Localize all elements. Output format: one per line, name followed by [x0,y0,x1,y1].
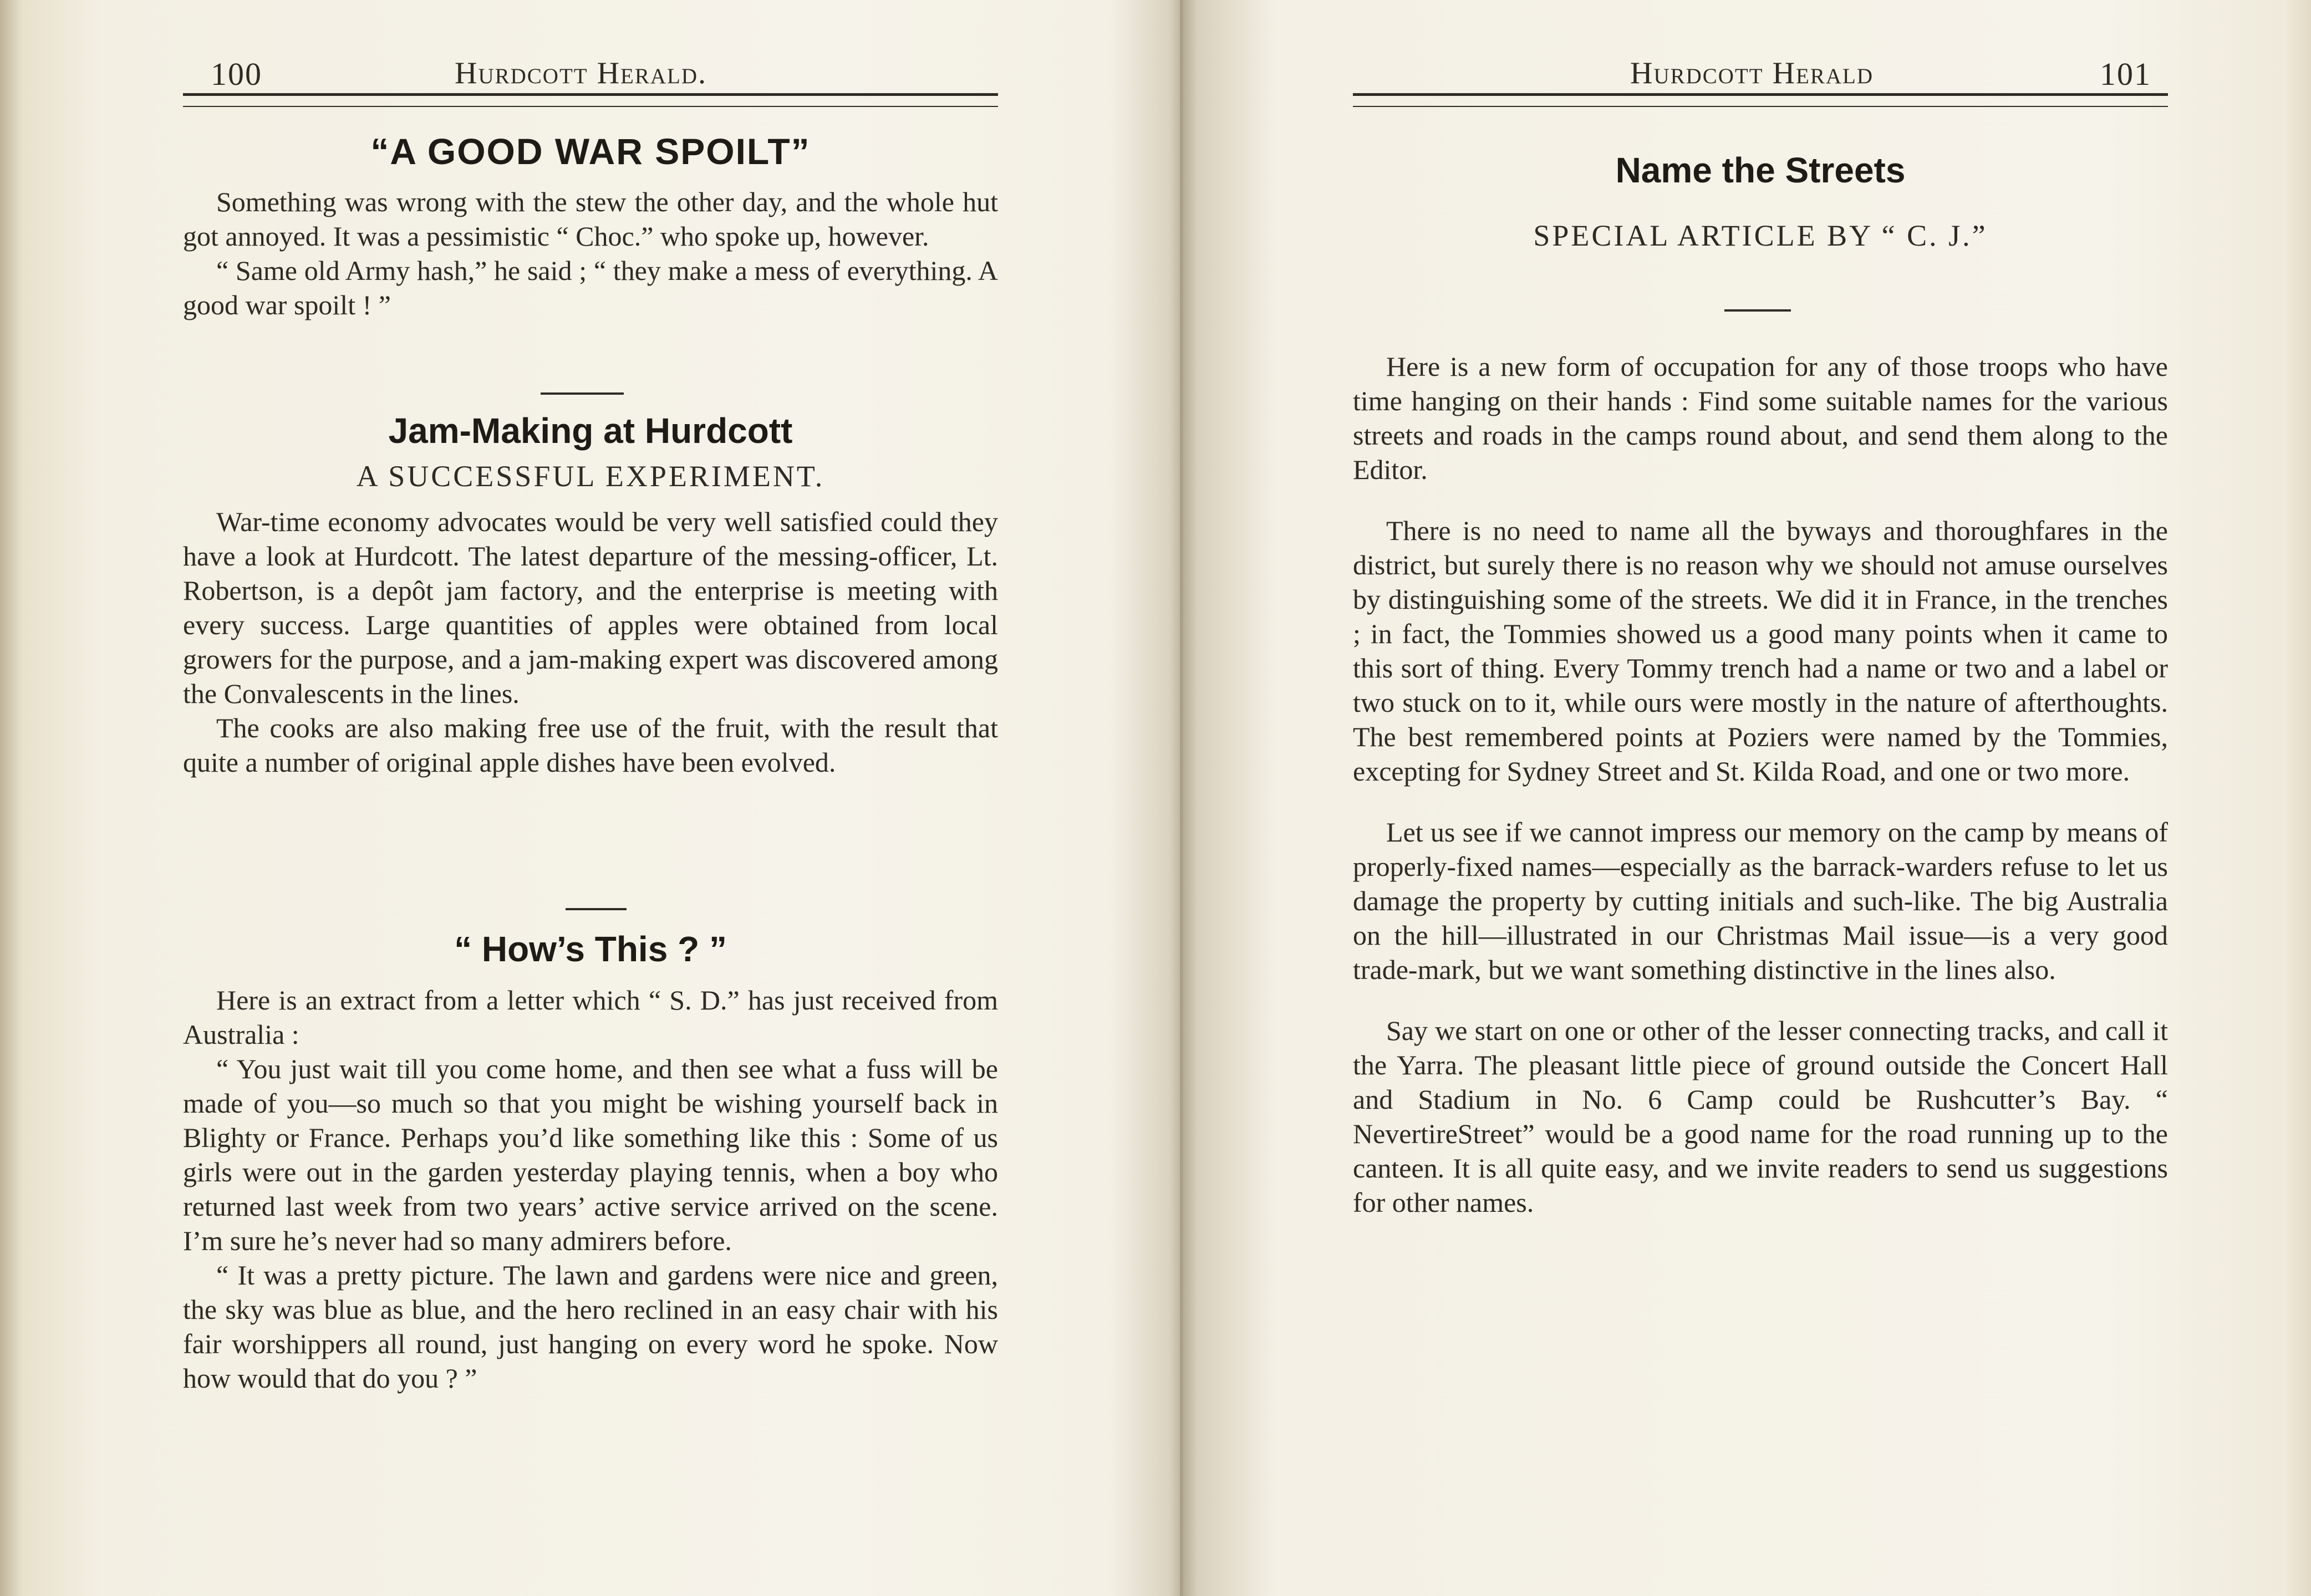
running-title: Hurdcott Herald [1630,56,1874,90]
article-good-war-spoilt [183,130,998,322]
section-divider [541,392,624,395]
article-paragraph: There is no need to name all the byways and thoroughfares in the district, but surely there is no reason why we should not amuse ourselves by distinguishing some of the streets. We did it in France, in the trenches ; in fact, the Tommies showed us a good many points when it came to this sort of thing. Every Tommy trench had a name or two and a label or two stuck on to it, while ours were mostly in the nature of afterthoughts. The best remembered points at Poziers were named by the Tommies, excepting for Sydney Street and St. Kilda Road, and one or two more. [1353,515,2168,787]
article-name-the-streets [1353,150,2168,253]
article-heading: Name the Streets [1615,150,1906,190]
article-heading: “ How’s This ? ” [454,929,727,969]
article-paragraph: Something was wrong with the stew the other day, and the whole hut got annoyed. It was a pessimistic “ Choc.” who spoke up, however. [183,186,998,252]
running-head [183,33,998,92]
book-spine [1180,0,1183,1596]
article-paragraph: “ Same old Army hash,” he said ; “ they make a mess of everything. A good war spoilt ! ” [183,255,998,320]
section-divider [566,908,627,910]
article-paragraph: Say we start on one or other of the lesser connecting tracks, and call it the Yarra. The pleasant little piece of ground outside the Concert Hall and Stadium in No. 6 Camp could be Rushcutter’s Bay. “ NevertireStreet” would be a good name for the road running up to the canteen. It is all quite easy, and we invite readers to send us suggestions for other names. [1353,1015,2168,1218]
running-head [1353,33,2168,92]
page-number: 101 [2100,56,2151,92]
running-title: Hurdcott Herald. [455,56,707,90]
header-double-rule [183,93,998,107]
right-page [1353,0,2168,1596]
article-paragraph: Here is an extract from a letter which “ S. D.” has just received from Australia : [183,985,998,1050]
byline-divider [1724,309,1791,312]
article-paragraph: “ You just wait till you come home, and then see what a fuss will be made of you—so much so that you might be wishing yourself back in Blighty or France. Perhaps you’d like something like this : Some of us girls were out in the garden yesterday playing tennis, when a boy who returned last week from two years’ active service arrived on the scene. I’m sure he’s never had so many admirers before. [183,1053,998,1256]
article-paragraph: “ It was a pretty picture. The lawn and gardens were nice and green, the sky was blue as blue, and the hero reclined in an easy chair with his fair worshippers all round, just hanging on every word he spoke. Now how would that do you ? ” [183,1260,998,1394]
article-body [1353,349,2168,1220]
article-paragraph: The cooks are also making free use of the fruit, with the result that quite a number of original apple dishes have been evolved. [183,712,998,778]
left-page [183,0,998,1596]
article-byline: SPECIAL ARTICLE BY “ C. J.” [1533,219,1988,252]
page-number: 100 [211,56,262,92]
article-paragraph: Here is a new form of occupation for any of those troops who have time hanging on their hands : Find some suitable names for the various streets and roads in the camps round about, and send them along to the Editor. [1353,351,2168,485]
article-heading: Jam-Making at Hurdcott [388,411,793,451]
article-jam-making [183,410,998,779]
header-double-rule [1353,93,2168,107]
article-heading: “A GOOD WAR SPOILT” [370,131,811,172]
article-paragraph: War-time economy advocates would be very well satisfied could they have a look at Hurdcott. The latest departure of the messing-officer, Lt. Robertson, is a depôt jam factory, and the enterprise is meeting with every success. Large quantities of apples were obtained from local growers for the purpose, and a jam-making expert was discovered among the Convalescents in the lines. [183,506,998,709]
article-hows-this [183,929,998,1395]
article-subheading: A SUCCESSFUL EXPERIMENT. [356,460,825,493]
article-paragraph: Let us see if we cannot impress our memory on the camp by means of properly-fixed names—especially as the barrack-warders refuse to let us damage the property by cutting initials and such-like. The big Australia on the hill—illustrated in our Christmas Mail issue—is a very good trade-mark, but we want something distinctive in the lines also. [1353,817,2168,985]
